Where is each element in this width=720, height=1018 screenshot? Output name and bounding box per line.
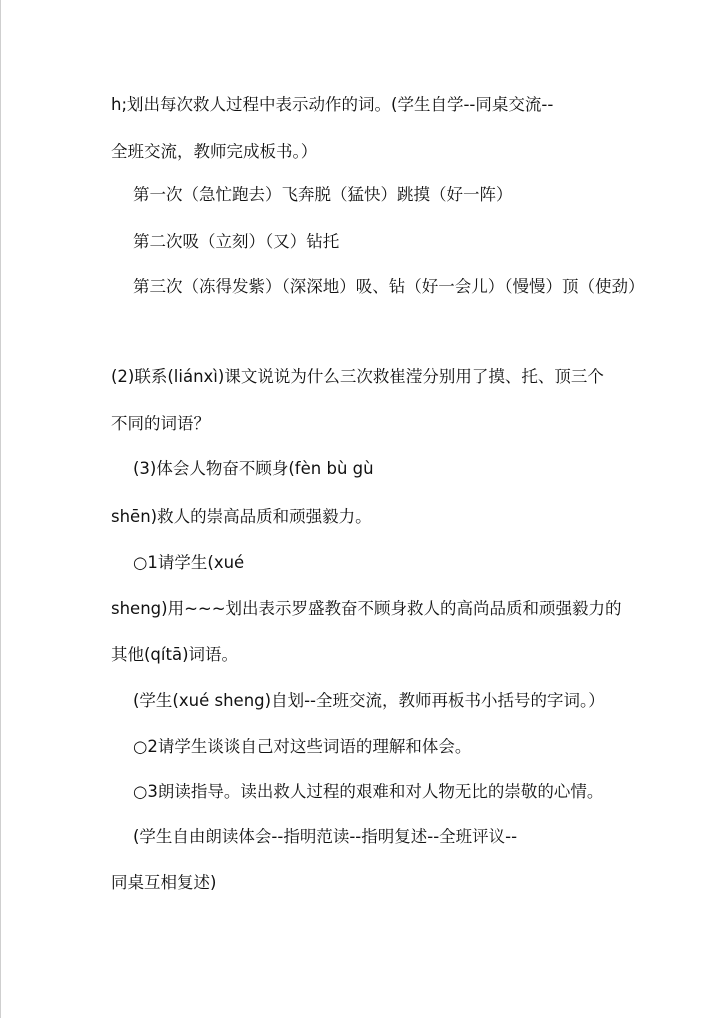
text-line-second-rescue: 第二次吸（立刻）（又）钻托: [133, 232, 340, 251]
text-line-sub-1-activity: (学生(xué sheng)自划--全班交流，教师再板书小括号的字词。）: [133, 691, 605, 710]
text-line-step-h: h;划出每次救人过程中表示动作的词。(学生自学--同桌交流--: [111, 95, 554, 114]
text-line-first-rescue: 第一次（急忙跑去）飞奔脱（猛快）跳摸（好一阵）: [133, 185, 513, 204]
text-line-step-h-cont: 全班交流，教师完成板书。）: [111, 142, 318, 161]
text-line-sub-3-activity: (学生自由朗读体会--指明范读--指明复述--全班评议--: [133, 827, 518, 846]
text-line-sub-3-activity-cont: 同桌互相复述): [111, 873, 217, 892]
text-line-question-2-cont: 不同的词语？: [111, 414, 210, 433]
text-line-sub-1-end: 其他(qítā)词语。: [111, 645, 239, 664]
text-line-sub-2: ○2请学生谈谈自己对这些词语的理解和体会。: [133, 737, 472, 756]
text-line-question-2: (2)联系(liánxì)课文说说为什么三次救崔滢分别用了摸、托、顶三个: [111, 367, 604, 386]
text-line-sub-1-cont: sheng)用~~~划出表示罗盛教奋不顾身救人的高尚品质和顽强毅力的: [111, 599, 622, 618]
text-line-sub-3: ○3朗读指导。读出救人过程的艰难和对人物无比的崇敬的心情。: [133, 782, 604, 801]
text-line-sub-1: ○1请学生(xué: [133, 553, 245, 572]
page-left-border: [0, 0, 1, 1018]
text-line-item-3: (3)体会人物奋不顾身(fèn bù gù: [133, 459, 374, 478]
text-line-third-rescue: 第三次（冻得发紫）（深深地）吸、钻（好一会儿）（慢慢）顶（使劲）: [133, 277, 645, 296]
text-line-item-3-cont: shēn)救人的崇高品质和顽强毅力。: [111, 507, 372, 526]
